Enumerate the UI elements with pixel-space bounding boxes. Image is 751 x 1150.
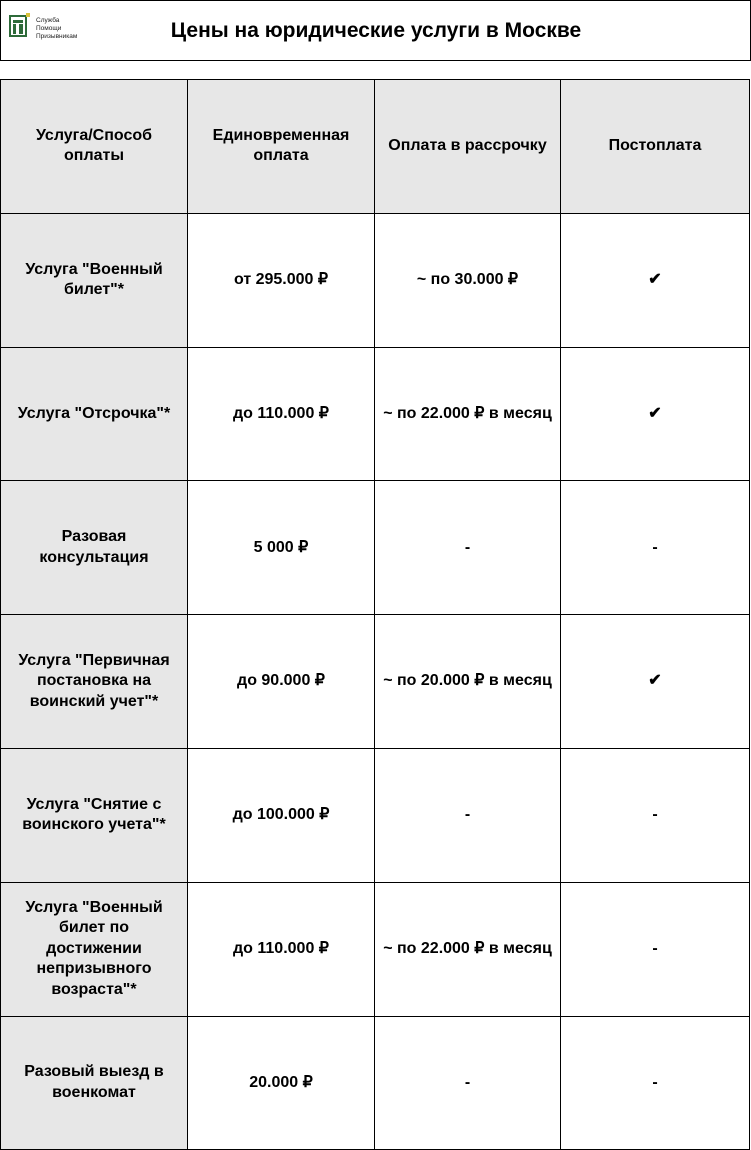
column-header-installment: Оплата в рассрочку bbox=[375, 80, 561, 214]
logo-line: Помощи bbox=[36, 25, 62, 32]
table-row bbox=[1, 615, 750, 749]
table-row bbox=[1, 748, 750, 882]
installment-price-cell: ~ по 22.000 ₽ в месяц bbox=[375, 347, 561, 481]
service-cell: Разовая консультация bbox=[1, 481, 188, 615]
logo-line: Призывникам bbox=[36, 33, 78, 40]
table-row bbox=[1, 1016, 750, 1150]
column-header-service: Услуга/Способ оплаты bbox=[1, 80, 188, 214]
logo-text bbox=[36, 17, 77, 41]
page-title: Цены на юридические услуги в Москве bbox=[170, 18, 582, 42]
checkmark-icon: ✔ bbox=[561, 213, 750, 347]
installment-price-cell: - bbox=[375, 481, 561, 615]
column-header-postpay: Постоплата bbox=[561, 80, 750, 214]
service-cell: Разовый выезд в военкомат bbox=[1, 1016, 188, 1150]
installment-price-cell: ~ по 22.000 ₽ в месяц bbox=[375, 882, 561, 1016]
postpay-cell: - bbox=[561, 1016, 750, 1150]
one-time-price-cell: до 110.000 ₽ bbox=[188, 882, 375, 1016]
service-cell: Услуга "Первичная постановка на воинский учет"* bbox=[1, 615, 188, 749]
installment-price-cell: ~ по 30.000 ₽ bbox=[375, 213, 561, 347]
column-header-one-time: Единовременная оплата bbox=[188, 80, 375, 214]
table-row bbox=[1, 347, 750, 481]
service-cell: Услуга "Отсрочка"* bbox=[1, 347, 188, 481]
one-time-price-cell: от 295.000 ₽ bbox=[188, 213, 375, 347]
one-time-price-cell: 20.000 ₽ bbox=[188, 1016, 375, 1150]
page-header bbox=[0, 0, 751, 61]
service-cell: Услуга "Снятие с воинского учета"* bbox=[1, 748, 188, 882]
logo-icon bbox=[9, 13, 31, 39]
one-time-price-cell: до 100.000 ₽ bbox=[188, 748, 375, 882]
table-header-row bbox=[1, 80, 750, 214]
company-logo[interactable] bbox=[9, 13, 89, 47]
postpay-cell: - bbox=[561, 481, 750, 615]
table-row bbox=[1, 213, 750, 347]
postpay-cell: - bbox=[561, 748, 750, 882]
one-time-price-cell: до 90.000 ₽ bbox=[188, 615, 375, 749]
table-row bbox=[1, 481, 750, 615]
price-table-body bbox=[1, 80, 750, 1150]
logo-line: Служба bbox=[36, 17, 60, 24]
service-cell: Услуга "Военный билет по достижении непризывного возраста"* bbox=[1, 882, 188, 1016]
price-table bbox=[0, 79, 750, 1150]
table-row bbox=[1, 882, 750, 1016]
one-time-price-cell: до 110.000 ₽ bbox=[188, 347, 375, 481]
one-time-price-cell: 5 000 ₽ bbox=[188, 481, 375, 615]
checkmark-icon: ✔ bbox=[561, 615, 750, 749]
postpay-cell: - bbox=[561, 882, 750, 1016]
checkmark-icon: ✔ bbox=[561, 347, 750, 481]
installment-price-cell: - bbox=[375, 748, 561, 882]
service-cell: Услуга "Военный билет"* bbox=[1, 213, 188, 347]
installment-price-cell: - bbox=[375, 1016, 561, 1150]
installment-price-cell: ~ по 20.000 ₽ в месяц bbox=[375, 615, 561, 749]
